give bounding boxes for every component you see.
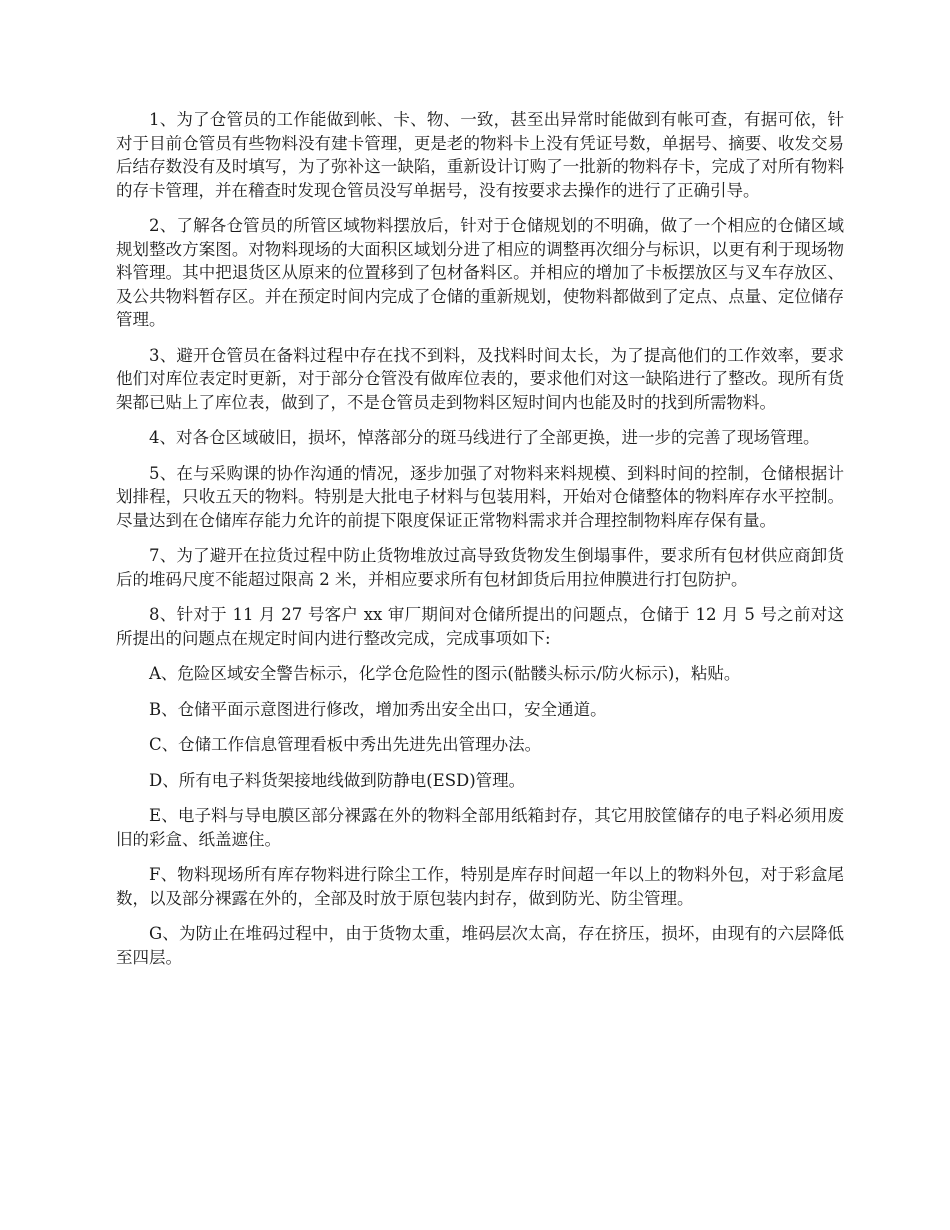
paragraph-7: 7、为了避开在拉货过程中防止货物堆放过高导致货物发生倒塌事件，要求所有包材供应商卸货后的堆码尺度不能超过限高 2 米，并相应要求所有包材卸货后用拉伸膜进行打包防护。 — [116, 546, 844, 589]
paragraph-4: 4、对各仓区域破旧，损坏，悼落部分的斑马线进行了全部更换，进一步的完善了现场管理。 — [149, 428, 820, 447]
item-e: E、电子料与导电膜区部分裸露在外的物料全部用纸箱封存，其它用胶筐储存的电子料必须用废旧的彩盒、纸盖遮住。 — [116, 806, 844, 849]
paragraph-5: 5、在与采购课的协作沟通的情况，逐步加强了对物料来料规模、到料时间的控制，仓储根据计划排程，只收五天的物料。特别是大批电子材料与包装用料，开始对仓储整体的物料库存水平控制。尽量达到在仓储库存能力允许的前提下限度保证正常物料需求并合理控制物料库存保有量。 — [116, 463, 844, 530]
item-f: F、物料现场所有库存物料进行除尘工作，特别是库存时间超一年以上的物料外包，对于彩盒尾数，以及部分裸露在外的，全部及时放于原包装内封存，做到防光、防尘管理。 — [116, 865, 844, 908]
paragraph-1: 1、为了仓管员的工作能做到帐、卡、物、一致，甚至出异常时能做到有帐可查，有据可依，针对于目前仓管员有些物料没有建卡管理，更是老的物料卡上没有凭证号数，单据号、摘要、收发交易后结存数没有及时填写，为了弥补这一缺陷，重新设计订购了一批新的物料存卡，完成了对所有物料的存卡管理，并在稽查时发现仓管员没写单据号，没有按要求去操作的进行了正确引导。 — [116, 110, 844, 200]
item-g: G、为防止在堆码过程中，由于货物太重，堆码层次太高，存在挤压，损坏，由现有的六层降低至四层。 — [116, 924, 844, 967]
item-a: A、危险区域安全警告标示，化学仓危险性的图示(骷髅头标示/防火标示)，粘贴。 — [149, 664, 741, 683]
paragraph-2: 2、了解各仓管员的所管区域物料摆放后，针对于仓储规划的不明确，做了一个相应的仓储区域规划整改方案图。对物料现场的大面积区域划分进了相应的调整再次细分与标识，以更有利于现场物料管理。其中把退货区从原来的位置移到了包材备料区。并相应的增加了卡板摆放区与叉车存放区、及公共物料暂存区。并在预定时间内完成了仓储的重新规划，使物料都做到了定点、点量、定位储存管理。 — [116, 216, 844, 329]
item-b: B、仓储平面示意图进行修改，增加秀出安全出口，安全通道。 — [149, 699, 607, 719]
paragraph-8: 8、针对于 11 月 27 号客户 xx 审厂期间对仓储所提出的问题点，仓储于 12 月 5 号之前对这所提出的问题点在规定时间内进行整改完成，完成事项如下: — [116, 605, 844, 648]
document-body — [116, 108, 844, 981]
item-c: C、仓储工作信息管理看板中秀出先进先出管理办法。 — [149, 735, 542, 754]
paragraph-3: 3、避开仓管员在备料过程中存在找不到料，及找料时间太长，为了提高他们的工作效率，要求他们对库位表定时更新，对于部分仓管没有做库位表的，要求他们对这一缺陷进行了整改。现所有货架都已贴上了库位表，做到了，不是仓管员走到物料区短时间内也能及时的找到所需物料。 — [116, 345, 844, 412]
item-d: D、所有电子料货架接地线做到防静电(ESD)管理。 — [149, 770, 526, 790]
